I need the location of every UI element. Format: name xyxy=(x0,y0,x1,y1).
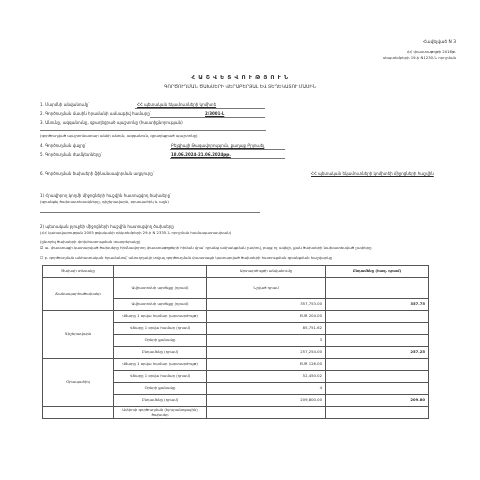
row-currency: EUR 204.00 xyxy=(207,311,326,323)
note-2-choice: (ընտրել ծախսերի փոխհատուցման տարբերակը) xyxy=(40,239,141,244)
row-currency: 3 xyxy=(207,335,326,347)
document-subtitle: ԳՈՐԾՈՒՂՄԱՆ ԾԱԽՍԵՐԻ ՎԵՐԱԲԵՐՅԱԼ ԵՎ ՏԵՂԵԿԱՏՈՒ ՄԱՍԻՆ xyxy=(164,85,316,90)
header-indicator xyxy=(114,266,207,278)
row-amount xyxy=(326,383,429,395)
row-indicator: Օրերի քանակը xyxy=(114,335,207,347)
row-currency xyxy=(207,407,326,419)
note-2-subtitle: (ՀՀ կառավարության 2005 թվականի դեկտեմբերի 29-ի N 2335-Ն որոշման համապատասխան) xyxy=(40,230,232,235)
row-indicator: Ամփոփ գործուղման (հյուրանոցային) ծախսեր xyxy=(114,407,207,419)
field-5-label: 5. Գործուղման ժամկետները՝ xyxy=(40,152,102,157)
option-b[interactable]: ☐ բ. գործուղման անհատական հրամանով՝ անուղղակի տվյալ գործուղման փաստացի կատարված ծախսերի հատուցման գրանցման հաշվարկը xyxy=(40,255,333,260)
row-amount xyxy=(326,278,429,299)
row-amount xyxy=(326,323,429,335)
field-2-value: 2/3001-Լ xyxy=(205,111,225,116)
field-4-value: Բելգիայի Թագավորություն, քաղաք Բրյուսել xyxy=(171,143,265,148)
field-3-hint: (գործուղված պաշտոնատար անձի անուն, ազգանուն, զբաղեցրած պաշտոնը) xyxy=(40,133,198,138)
row-currency: 357,753.00 xyxy=(207,299,326,311)
note-1-line xyxy=(40,212,260,213)
field-2-label: 2. Գործուղման մասին հրամանի ամսաթիվ համարը՝ xyxy=(40,111,151,116)
row-indicator: Վճարը 1 օրվա համար (դրամ) xyxy=(114,371,207,383)
appendix-reference: սեպտեմբերի 19-ի N1230-Ն որոշման xyxy=(382,55,456,60)
header-currency: Արտարժույթի անվանումը xyxy=(207,266,326,278)
expense-table xyxy=(42,265,429,419)
field-3-label: 3. Անունը, ազգանունը, զբաղեցրած պաշտոնը (հաստիքնորության) xyxy=(40,120,183,125)
field-3-line xyxy=(40,130,266,131)
row-indicator: Ընդամենը (դրամ) xyxy=(114,395,207,407)
appendix-decree: ՀՀ փաստաթղթի 2016թ. xyxy=(406,49,456,54)
field-6-label: 6. Գործուղման ծախսերի ֆինանսավորման աղբյուրը՝ xyxy=(40,171,154,176)
field-5-line xyxy=(170,158,285,159)
row-indicator: Օրերի քանակը xyxy=(114,383,207,395)
category-travel: Ճանապարհածախսեր xyxy=(43,278,114,311)
note-2-title: 2) պետական բյուջեի միջոցների հաշվին հատուցվող ծախսերը xyxy=(40,224,174,229)
note-1-title: 1) Հրավիրող կողմի միջոցների հաշվին հատուցվող ծախսերը՝ xyxy=(40,193,172,198)
note-1-hint: (գրանցել ծախսատեսակները, գիշերավարձ, օրապահիկ և այլն) xyxy=(40,199,169,204)
row-amount: 209.80 xyxy=(326,395,429,407)
document-title: Հ Ա Շ Վ Ե Տ Վ Ո Ւ Թ Յ Ո Ւ Ն xyxy=(191,75,289,81)
row-amount xyxy=(326,371,429,383)
row-amount xyxy=(326,407,429,419)
table-header-row xyxy=(43,266,429,278)
row-currency: Նշված դրամ xyxy=(207,278,326,299)
table-row xyxy=(43,278,429,299)
category-accommodation: Գիշերավարձ xyxy=(43,311,114,359)
header-total: Ընդամենը (հազ. դրամ) xyxy=(326,266,429,278)
field-1-value: ՀՀ պետական եկամուտների կոմիտե xyxy=(137,102,217,107)
field-2-line xyxy=(150,117,265,118)
field-1-label: 1. Մարմնի անվանումը՝ xyxy=(40,102,90,107)
row-indicator: Ընդամենը (դրամ) xyxy=(114,347,207,359)
row-amount xyxy=(326,359,429,371)
field-5-value: 18.06.2024-21.06.2024թթ. xyxy=(171,152,231,157)
field-1-line xyxy=(135,108,265,109)
row-indicator: Ավիատոմսի արժեքը (դրամ) xyxy=(114,278,207,299)
field-4-label: 4. Գործուղման վայրը՝ xyxy=(40,143,87,148)
row-amount: 357.75 xyxy=(326,299,429,311)
row-indicator: Ավիատոմսի արժեքը (դրամ) xyxy=(114,299,207,311)
row-currency: 85,751.62 xyxy=(207,323,326,335)
field-4-line xyxy=(170,149,285,150)
row-currency: EUR 126.00 xyxy=(207,359,326,371)
category-other xyxy=(43,407,114,419)
field-6-value: ՀՀ պետական եկամուտների կոմիտեի միջոցների հաշվին xyxy=(311,171,434,176)
row-currency: 257,254.00 xyxy=(207,347,326,359)
row-amount: 257.25 xyxy=(326,347,429,359)
row-indicator: Վճարը 1 օրվա համար (արտարժույթ) xyxy=(114,359,207,371)
appendix-number: Հավելված N 3 xyxy=(423,40,456,45)
option-a[interactable]: ☑ ա. փաստացի կատարված ծախսերը հիմնավորող փաստաթղթերի հիման վրա՝ դրանց ամրակցման չափով, բայց ոչ ավելի, քան ծախսերի նախատեսված չափերը xyxy=(40,245,372,250)
row-currency: 209,800.00 xyxy=(207,395,326,407)
table-row xyxy=(43,407,429,419)
row-amount xyxy=(326,311,429,323)
table-row xyxy=(43,359,429,371)
row-currency: 4 xyxy=(207,383,326,395)
header-expense-type: Ծախսի տեսակը xyxy=(43,266,114,278)
row-indicator: Վճարը 1 օրվա համար (դրամ) xyxy=(114,323,207,335)
table-row xyxy=(43,311,429,323)
row-currency: 52,450.02 xyxy=(207,371,326,383)
category-per-diem: Օրապահիկ xyxy=(43,359,114,407)
row-indicator: Վճարը 1 օրվա համար (արտարժույթ) xyxy=(114,311,207,323)
row-amount xyxy=(326,335,429,347)
